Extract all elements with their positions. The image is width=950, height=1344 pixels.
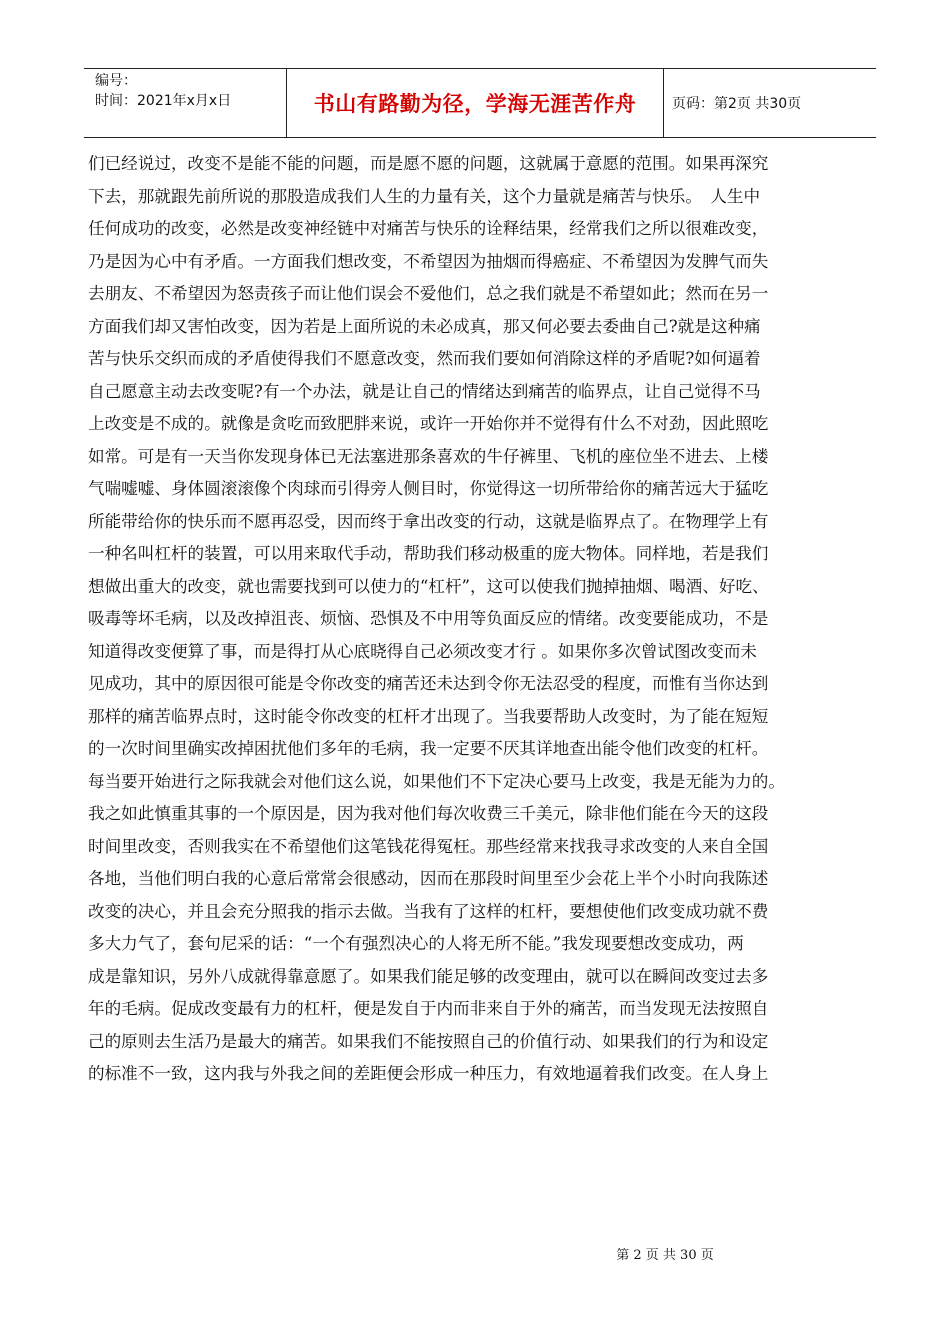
body-line: 一种名叫杠杆的装置，可以用来取代手动，帮助我们移动极重的庞大物体。同样地，若是我们 <box>88 544 769 563</box>
body-line: 年的毛病。促成改变最有力的杠杆，便是发自于内而非来自于外的痛苦，而当发现无法按照自 <box>88 999 769 1018</box>
body-line: 苦与快乐交织而成的矛盾使得我们不愿意改变，然而我们要如何消除这样的矛盾呢?如何逼着 <box>88 349 761 368</box>
body-line: 如常。可是有一天当你发现身体已无法塞进那条喜欢的牛仔裤里、飞机的座位坐不进去、上楼 <box>88 446 769 466</box>
body-line: 的一次时间里确实改掉困扰他们多年的毛病，我一定要不厌其详地查出能令他们改变的杠杆。 <box>88 739 769 758</box>
body-line: 想做出重大的改变，就也需要找到可以使力的“杠杆”，这可以使我们抛掉抽烟、喝酒、好吃、 <box>88 576 769 596</box>
footer-page-number: 第 2 页 共 30 页 <box>616 1248 714 1263</box>
number-label: 编号： <box>95 73 137 89</box>
document-body <box>88 148 880 1091</box>
body-line: 去朋友、不希望因为怒责孩子而让他们误会不爱他们，总之我们就是不希望如此；然而在另一 <box>88 284 769 303</box>
body-line: 气喘嘘嘘、身体圆滚滚像个肉球而引得旁人侧目时，你觉得这一切所带给你的痛苦远大于猛吃 <box>88 479 769 498</box>
page-footer <box>0 1244 950 1263</box>
body-line: 见成功，其中的原因很可能是令你改变的痛苦还未达到令你无法忍受的程度，而惟有当你达到 <box>88 674 769 693</box>
body-line: 己的原则去生活乃是最大的痛苦。如果我们不能按照自己的价值行动、如果我们的行为和设定 <box>88 1031 769 1051</box>
body-line: 知道得改变便算了事，而是得打从心底晓得自己必须改变才行 。如果你多次曾试图改变而未 <box>88 641 758 661</box>
body-line: 成是靠知识，另外八成就得靠意愿了。如果我们能足够的改变理由，就可以在瞬间改变过去多 <box>88 966 769 986</box>
page-header <box>84 68 876 138</box>
body-line: 我之如此慎重其事的一个原因是，因为我对他们每次收费三千美元，除非他们能在今天的这段 <box>88 804 769 823</box>
body-line: 乃是因为心中有矛盾。一方面我们想改变，不希望因为抽烟而得癌症、不希望因为发脾气而失 <box>88 251 769 271</box>
header-page-info: 页码：第2页 共30页 <box>672 96 802 112</box>
body-line: 吸毒等坏毛病，以及改掉沮丧、烦恼、恐惧及不中用等负面反应的情绪。改变要能成功，不是 <box>88 609 769 628</box>
header-meta <box>84 69 287 137</box>
body-line: 所能带给你的快乐而不愿再忍受，因而终于拿出改变的行动，这就是临界点了。在物理学上有 <box>88 511 769 531</box>
body-line: 任何成功的改变，必然是改变神经链中对痛苦与快乐的诠释结果，经常我们之所以很难改变， <box>88 219 769 238</box>
body-line: 自己愿意主动去改变呢?有一个办法，就是让自己的情绪达到痛苦的临界点，让自己觉得不马 <box>88 381 761 401</box>
body-line: 各地，当他们明白我的心意后常常会很感动，因而在那段时间里至少会花上半个小时向我陈述 <box>88 869 769 888</box>
body-line: 的标准不一致，这内我与外我之间的差距便会形成一种压力，有效地逼着我们改变。在人身上 <box>88 1064 769 1083</box>
body-line: 下去，那就跟先前所说的那股造成我们人生的力量有关，这个力量就是痛苦与快乐。 人生中 <box>88 186 761 206</box>
time-label: 时间：2021年x月x日 <box>95 93 232 109</box>
body-line: 方面我们却又害怕改变，因为若是上面所说的未必成真，那又何必要去委曲自己?就是这种痛 <box>88 316 761 336</box>
body-line: 上改变是不成的。就像是贪吃而致肥胖来说，或许一开始你并不觉得有什么不对劲，因此照吃 <box>88 414 769 433</box>
body-line: 多大力气了，套句尼采的话：“一个有强烈决心的人将无所不能。”我发现要想改变成功，两 <box>88 934 744 953</box>
body-line: 改变的决心，并且会充分照我的指示去做。当我有了这样的杠杆，要想使他们改变成功就不费 <box>88 901 769 921</box>
body-line: 们已经说过，改变不是能不能的问题，而是愿不愿的问题，这就属于意愿的范围。如果再深究 <box>88 154 769 173</box>
body-line: 那样的痛苦临界点时，这时能令你改变的杠杆才出现了。当我要帮助人改变时，为了能在短短 <box>88 706 769 726</box>
body-line: 时间里改变，否则我实在不希望他们这笔钱花得冤枉。那些经常来找我寻求改变的人来自全国 <box>88 836 769 856</box>
body-line: 每当要开始进行之际我就会对他们这么说，如果他们不下定决心要马上改变，我是无能为力的。 <box>88 771 785 791</box>
header-motto: 书山有路勤为径，学海无涯苦作舟 <box>287 69 664 137</box>
